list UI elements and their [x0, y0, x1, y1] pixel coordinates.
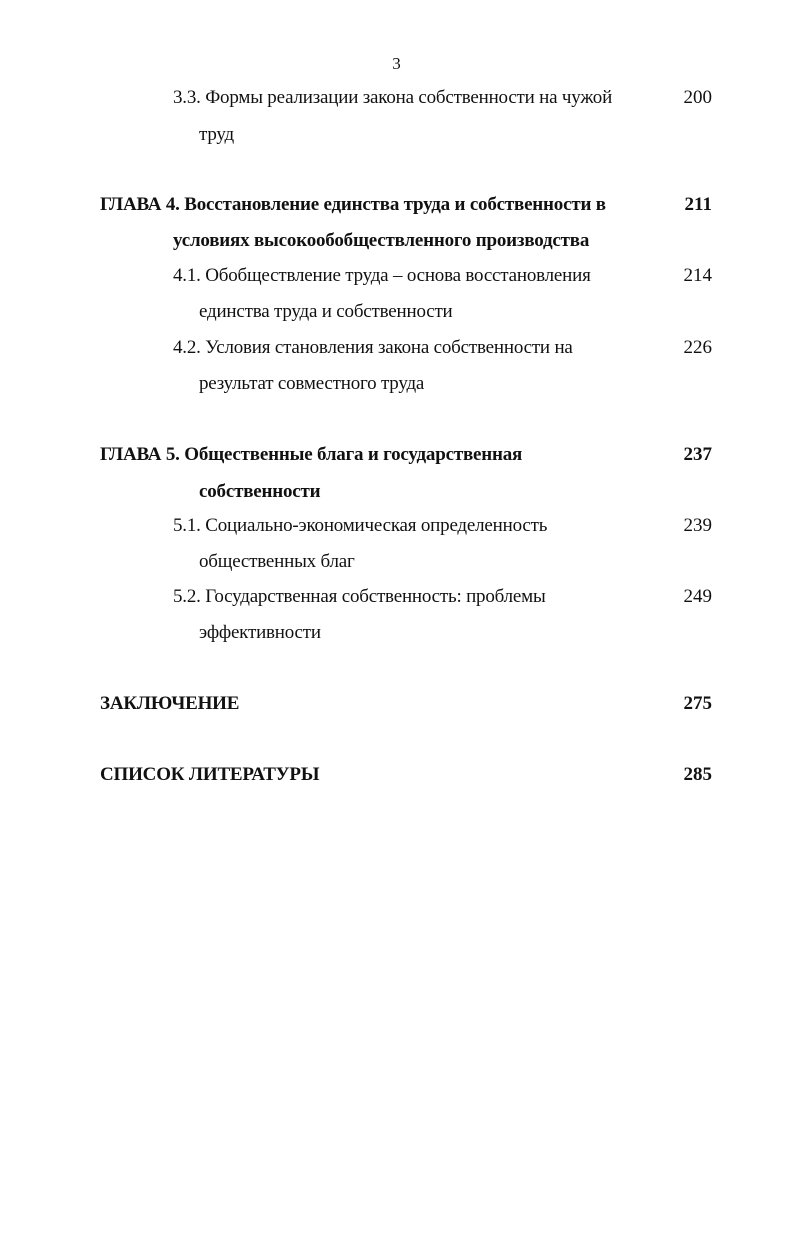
toc-entry-title-line-2: единства труда и собственности	[199, 301, 453, 322]
toc-entry-title-line-2: общественных благ	[199, 551, 355, 572]
toc-entry-title-line-1: ГЛАВА 4. Восстановление единства труда и собственности в	[100, 194, 606, 215]
toc-entry-title-line-2: собственности	[199, 481, 321, 502]
toc-entry-page: 200	[683, 87, 712, 108]
toc-entry-page: 249	[683, 586, 712, 607]
toc-entry-page: 237	[683, 444, 712, 465]
toc-entry-title-line-1: 5.1. Социально-экономическая определенность	[173, 515, 548, 536]
toc-entry-page: 275	[683, 693, 712, 714]
toc-entry-page: 239	[683, 515, 712, 536]
toc-entry-page: 214	[683, 265, 712, 286]
toc-entry-title-line-1: 4.2. Условия становления закона собственности на	[173, 337, 573, 358]
toc-entry-page: 211	[684, 194, 712, 215]
toc-entry-title-line-1: ГЛАВА 5. Общественные блага и государственная	[100, 444, 523, 465]
toc-entry-title-line-2: эффективности	[199, 622, 321, 643]
toc-entry-title-line-1: 5.2. Государственная собственность: проблемы	[173, 586, 546, 607]
toc-entry-title-line-1: 3.3. Формы реализации закона собственности на чужой	[173, 87, 613, 108]
toc-entry-title-line-2: результат совместного труда	[199, 373, 425, 394]
toc-entry-page: 285	[683, 764, 712, 785]
toc-entry-title-line-2: условиях высокообобществленного производства	[173, 230, 590, 251]
toc-entry-title-line-1: СПИСОК ЛИТЕРАТУРЫ	[100, 764, 320, 785]
toc-entry-title-line-2: труд	[199, 124, 234, 145]
page-number: 3	[392, 54, 401, 73]
toc-entry-title-line-1: 4.1. Обобществление труда – основа восстановления	[173, 265, 591, 286]
toc-entry-page: 226	[683, 337, 712, 358]
toc-entry-title-line-1: ЗАКЛЮЧЕНИЕ	[100, 693, 240, 714]
